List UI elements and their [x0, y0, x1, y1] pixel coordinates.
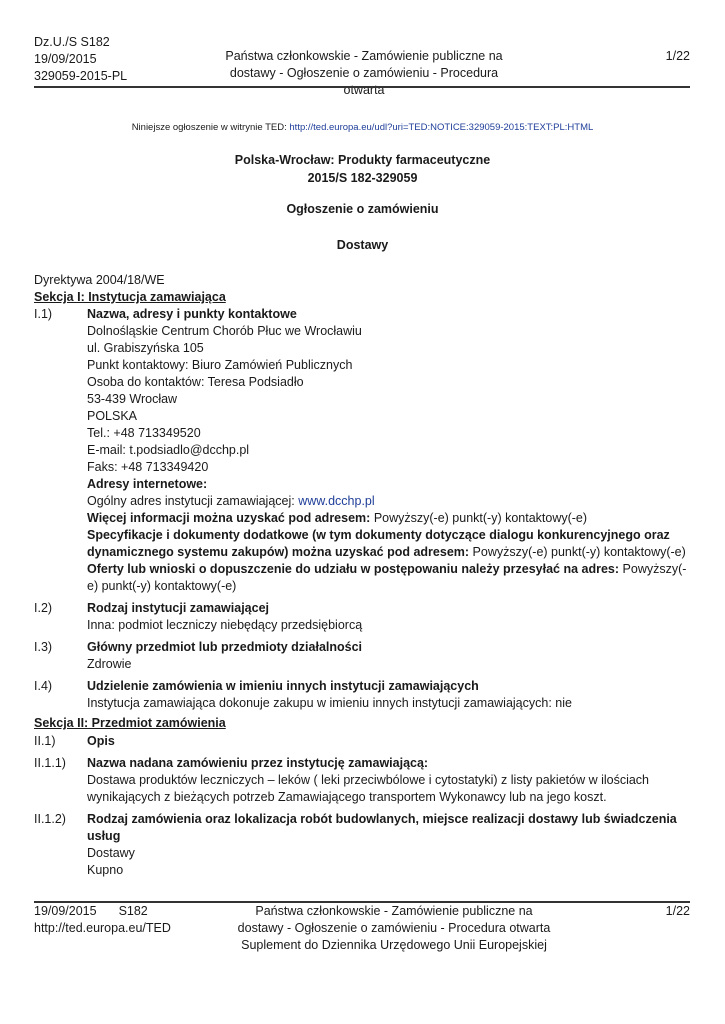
item-value: Instytucja zamawiająca dokonuje zakupu w imieniu innych instytucji zamawiających: nie: [87, 696, 572, 710]
notice-type: Ogłoszenie o zamówieniu: [286, 202, 439, 216]
fax-line: Faks: +48 713349420: [87, 460, 209, 474]
footer-code: S182: [118, 904, 148, 918]
item-number: I.3): [34, 640, 53, 654]
item-ii11: [34, 755, 690, 806]
item-value: Dostawy: [87, 846, 135, 860]
item-heading: usług: [87, 829, 121, 843]
email-line: E-mail: t.podsiadlo@dcchp.pl: [87, 443, 250, 457]
header-rule: [34, 86, 690, 88]
address-line: ul. Grabiszyńska 105: [87, 341, 204, 355]
footer-description: Państwa członkowskie - Zamówienie publiczne na dostawy - Ogłoszenie o zamówieniu - Procedura otwarta Suplement do Dziennika Urzędowego Unii Europejskiej: [237, 904, 551, 952]
offers-address: Oferty lub wnioski o dopuszczenie do udziału w postępowaniu należy przesyłać na adres: Powyższy(-e) punkt(-y) kontaktowy(-e): [87, 562, 687, 593]
item-value: Zdrowie: [87, 657, 132, 671]
footer-page-number: 1/22: [665, 904, 690, 918]
header-journal: Dz.U./S S182: [34, 35, 110, 49]
item-value: Kupno: [87, 863, 124, 877]
item-number: I.1): [34, 307, 53, 321]
address-line: POLSKA: [87, 409, 138, 423]
address-line: Dolnośląskie Centrum Chorób Płuc we Wrocławiu: [87, 324, 362, 338]
spec-label: Specyfikacje i dokumenty dodatkowe (w tym dokumenty dotyczące dialogu konkurencyjnego oraz: [87, 528, 670, 542]
header-description: Państwa członkowskie - Zamówienie publiczne na dostawy - Ogłoszenie o zamówieniu - Procedura otwarta: [225, 49, 503, 97]
general-address: Ogólny adres instytucji zamawiającej: www.dcchp.pl: [87, 494, 375, 508]
item-i4: [34, 678, 690, 712]
header-page-number: 1/22: [665, 49, 690, 63]
item-i1: [34, 306, 690, 595]
footer-url[interactable]: http://ted.europa.eu/TED: [34, 921, 171, 935]
item-number: II.1.1): [34, 756, 66, 770]
item-value: wynikających z bieżących potrzeb Zamawiającego transportem Wykonawcy lub na jego koszt.: [87, 790, 607, 804]
ted-notice-link[interactable]: http://ted.europa.eu/udl?uri=TED:NOTICE:329059-2015:TEXT:PL:HTML: [289, 122, 594, 133]
item-ii1: [34, 733, 690, 750]
item-i3: [34, 639, 690, 673]
item-heading: Nazwa nadana zamówieniu przez instytucję zamawiającą:: [87, 756, 429, 770]
item-value: Inna: podmiot leczniczy niebędący przedsiębiorcą: [87, 618, 363, 632]
phone-line: Tel.: +48 713349520: [87, 426, 201, 440]
item-number: II.1.2): [34, 812, 66, 826]
section-2-title: Sekcja II: Przedmiot zamówienia: [34, 716, 226, 730]
directive: Dyrektywa 2004/18/WE: [34, 273, 165, 287]
header-reference: [34, 34, 127, 85]
section-1-title: Sekcja I: Instytucja zamawiająca: [34, 290, 226, 304]
general-address-link[interactable]: www.dcchp.pl: [298, 494, 375, 508]
item-heading: Opis: [87, 734, 115, 748]
page-header: [34, 34, 690, 97]
contract-type: Dostawy: [336, 238, 389, 252]
item-heading: Rodzaj zamówienia oraz lokalizacja robót budowlanych, miejsce realizacji dostawy lub świadczenia: [87, 812, 677, 826]
item-heading: Główny przedmiot lub przedmioty działalności: [87, 640, 363, 654]
ted-notice: [0, 122, 725, 133]
item-heading: Udzielenie zamówienia w imieniu innych instytucji zamawiających: [87, 679, 479, 693]
address-line: Punkt kontaktowy: Biuro Zamówień Publicznych: [87, 358, 353, 372]
title-notice-id: 2015/S 182-329059: [307, 171, 418, 185]
item-heading: Nazwa, adresy i punkty kontaktowe: [87, 307, 297, 321]
footer-date: 19/09/2015: [34, 904, 97, 918]
item-number: II.1): [34, 734, 56, 748]
more-info: Więcej informacji można uzyskać pod adresem: Powyższy(-e) punkt(-y) kontaktowy(-e): [87, 511, 588, 525]
item-ii12: [34, 811, 690, 879]
item-i2: [34, 600, 690, 634]
internet-heading: Adresy internetowe:: [87, 477, 208, 491]
address-line: Osoba do kontaktów: Teresa Podsiadło: [87, 375, 304, 389]
item-heading: Rodzaj instytucji zamawiającej: [87, 601, 270, 615]
document-title: [0, 151, 725, 187]
notice-body: [34, 272, 690, 879]
title-line: Polska-Wrocław: Produkty farmaceutyczne: [234, 153, 491, 167]
item-number: I.2): [34, 601, 53, 615]
item-value: Dostawa produktów leczniczych – leków ( leki przeciwbólowe i cytostatyki) z listy pakietów w ilościach: [87, 773, 650, 787]
item-number: I.4): [34, 679, 53, 693]
spec-address: dynamicznego systemu zakupów) można uzyskać pod adresem: Powyższy(-e) punkt(-y) kontaktowy(-e): [87, 545, 686, 559]
address-line: 53-439 Wrocław: [87, 392, 178, 406]
header-notice-number: 329059-2015-PL: [34, 69, 128, 83]
ted-notice-label: Niniejsze ogłoszenie w witrynie TED:: [131, 122, 287, 133]
header-date: 19/09/2015: [34, 52, 97, 66]
footer-reference: [34, 903, 171, 937]
